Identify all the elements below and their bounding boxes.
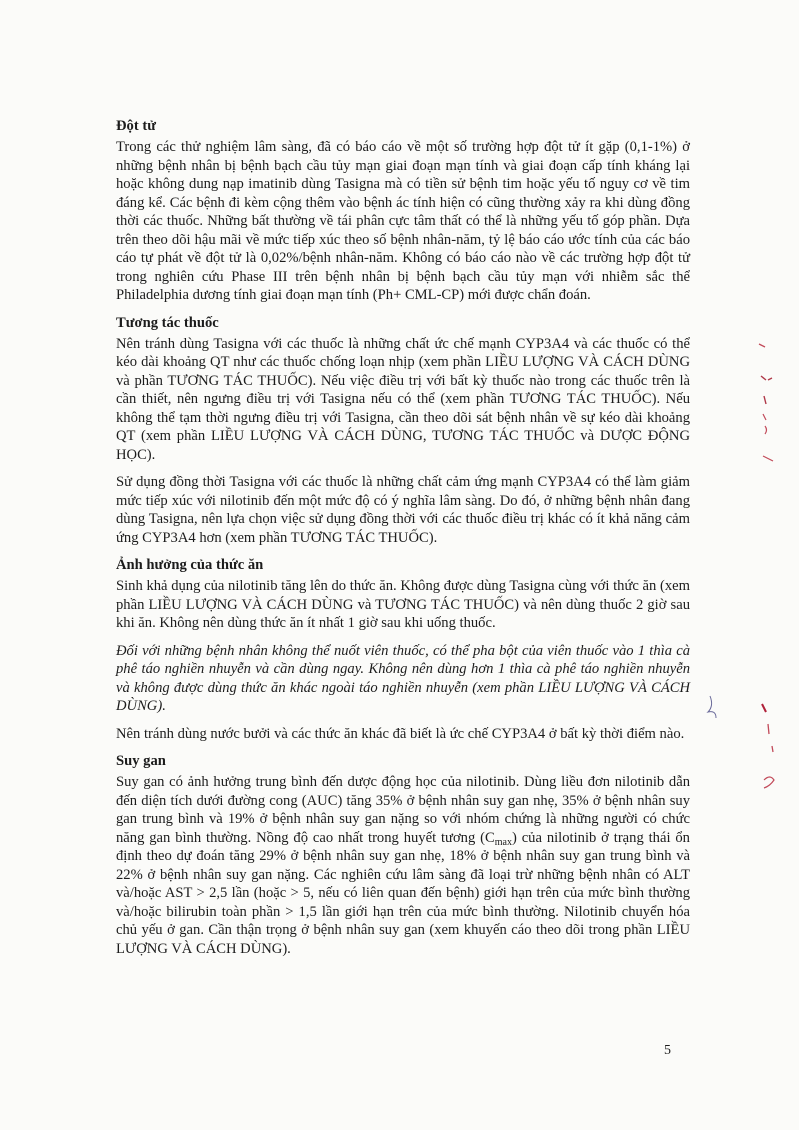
subscript-max: max — [494, 836, 512, 848]
paragraph: Sinh khả dụng của nilotinib tăng lên do thức ăn. Không được dùng Tasigna cùng với thức ăn (xem phần LIỀU LƯỢNG VÀ CÁCH DÙNG và TƯƠNG TÁC THUỐC) và nên dùng thuốc 2 giờ sau khi ăn. Không nên dùng thức ăn ít nhất 1 giờ sau khi uống thuốc. — [116, 578, 690, 631]
section-hepatic-impairment — [116, 752, 690, 958]
section-heading: Suy gan — [116, 753, 166, 769]
document-body — [116, 117, 690, 967]
paragraph: Nên tránh dùng nước bưởi và các thức ăn khác đã biết là ức chế CYP3A4 ở bất kỳ thời điểm nào. — [116, 725, 685, 742]
paragraph-text: ) của nilotinib ở trạng thái ổn định theo dự đoán tăng 29% ở bệnh nhân suy gan nhẹ, 18% ở bệnh nhân suy gan trung bình và 22% ở bệnh nhân suy gan nặng. Các nghiên cứu lâm sàng đã loại trừ những bệnh nhân có ALT và/hoặc AST > 2,5 lần (hoặc > 5, nếu có liên quan đến bệnh) giới hạn trên của mức bình thường và/hoặc bilirubin toàn phần > 1,5 lần giới hạn trên của mức bình thường. Nilotinib chuyển hóa chủ yếu ở gan. Cần thận trọng ở bệnh nhân suy gan (xem khuyến cáo theo dõi trong phần LIỀU LƯỢNG VÀ CÁCH DÙNG). — [116, 829, 690, 957]
section-heading: Đột tử — [116, 118, 156, 134]
margin-handwriting-marks — [700, 688, 790, 818]
section-drug-interactions — [116, 314, 690, 548]
italic-paragraph: Đối với những bệnh nhân không thể nuốt viên thuốc, có thể pha bột của viên thuốc vào 1 thìa cà phê táo nghiền nhuyễn và cần dùng ngay. Không nên dùng hơn 1 thìa cà phê táo nghiền nhuyễn và không được dùng thức ăn khác ngoài táo nghiền nhuyễn (xem phần LIỀU LƯỢNG VÀ CÁCH DÙNG). — [116, 642, 690, 714]
paragraph: Nên tránh dùng Tasigna với các thuốc là những chất ức chế mạnh CYP3A4 và các thuốc có thể kéo dài khoảng QT như các thuốc chống loạn nhịp (xem phần LIỀU LƯỢNG VÀ CÁCH DÙNG và phần TƯƠNG TÁC THUỐC). Nếu việc điều trị với bất kỳ thuốc nào trong các thuốc trên là cần thiết, nên ngưng điều trị với Tasigna nếu có thể (xem phần TƯƠNG TÁC THUỐC). Nếu không thể tạm thời ngưng điều trị với Tasigna, cần theo dõi sát bệnh nhân về sự kéo dài khoảng QT (xem phần LIỀU LƯỢNG VÀ CÁCH DÙNG, TƯƠNG TÁC THUỐC và DƯỢC ĐỘNG HỌC). — [116, 335, 690, 463]
paragraph: Trong các thử nghiệm lâm sàng, đã có báo cáo về một số trường hợp đột tử ít gặp (0,1-1%) ở những bệnh nhân bị bệnh bạch cầu tủy mạn giai đoạn mạn tính và giai đoạn cấp tính kháng lại hoặc không dung nạp imatinib dùng Tasigna mà có tiền sử bệnh tim hoặc yếu tố nguy cơ về tim đáng kể. Các bệnh đi kèm cộng thêm vào bệnh ác tính hiện có cũng thường xảy ra khi dùng đồng thời các thuốc. Những bất thường về tái phân cực tâm thất có thể là những yếu tố góp phần. Dựa trên theo dõi hậu mãi về mức tiếp xúc theo số bệnh nhân-năm, tỷ lệ báo cáo ước tính của các báo cáo tự phát về đột tử là 0,02%/bệnh nhân-năm. Không có báo cáo nào về các trường hợp đột tử trong nghiên cứu Phase III trên bệnh nhân bị bệnh bạch cầu tủy mạn với nhiễm sắc thể Philadelphia dương tính giai đoạn mạn tính (Ph+ CML-CP) mới được chẩn đoán. — [116, 139, 690, 303]
margin-handwriting-marks — [755, 328, 785, 478]
paragraph: Sử dụng đồng thời Tasigna với các thuốc là những chất cảm ứng mạnh CYP3A4 có thể làm giảm mức tiếp xúc với nilotinib đến một mức độ có ý nghĩa lâm sàng. Do đó, ở những bệnh nhân đang dùng Tasigna, nên lựa chọn việc sử dụng đồng thời với các thuốc điều trị khác có ít khả năng cảm ứng CYP3A4 hơn (xem phần TƯƠNG TÁC THUỐC). — [116, 474, 690, 546]
section-food-effect — [116, 556, 690, 743]
paragraph-text: Suy gan có ảnh hưởng trung bình đến dược động học của nilotinib. Dùng liều đơn nilotinib dẫn đến diện tích dưới đường cong (AUC) tăng 35% ở bệnh nhân suy gan nhẹ, 35% ở bệnh nhân suy gan trung bình và 19% ở bệnh nhân suy gan nặng so với nhóm chứng là những người có chức năng gan bình thường. Nồng độ cao nhất trong huyết tương (C — [116, 774, 690, 846]
section-heading: Ảnh hưởng của thức ăn — [116, 557, 264, 573]
paragraph — [116, 773, 690, 958]
page-number: 5 — [664, 1043, 671, 1058]
section-heading: Tương tác thuốc — [116, 314, 219, 331]
section-sudden-death — [116, 117, 690, 305]
